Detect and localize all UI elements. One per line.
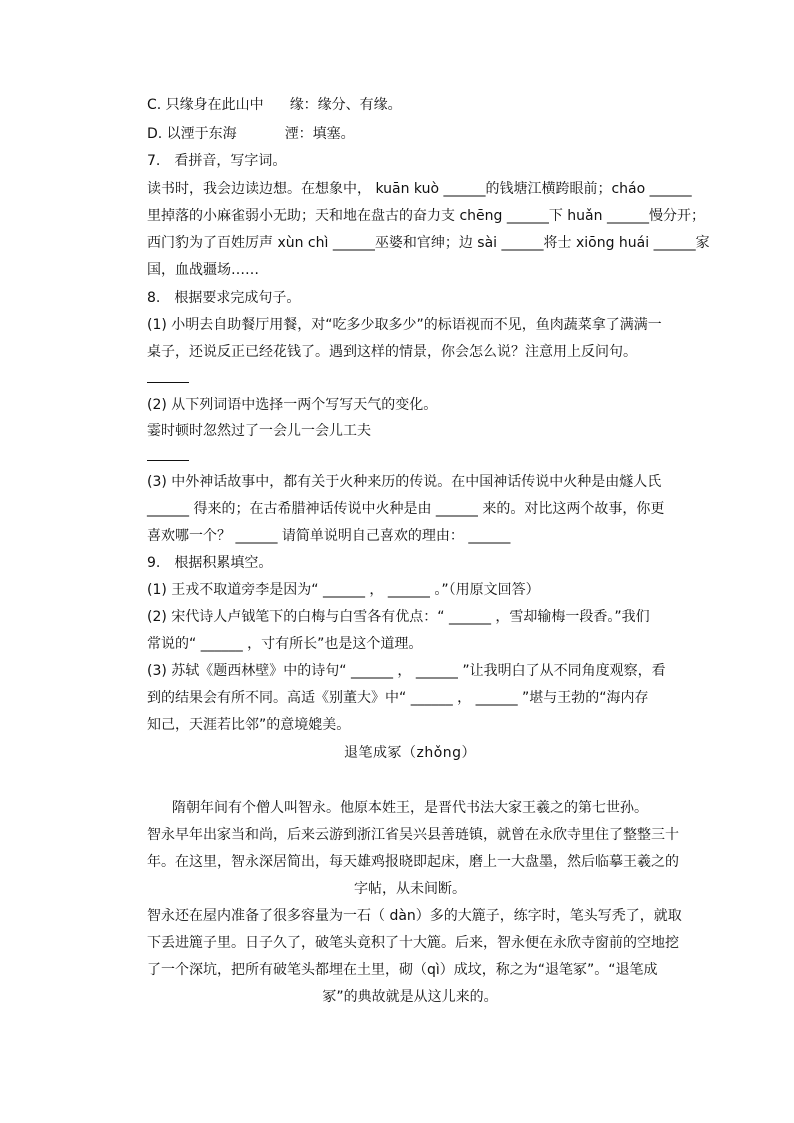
q8-heading: 8. 根据要求完成句子。: [147, 290, 301, 306]
q8-part2-line1: (2) 从下列词语中选择一两个写写天气的变化。: [147, 397, 438, 413]
passage-paragraph-3-line1: 智永还在屋内准备了很多容量为一石（ dàn）多的大簏子，练字时，笔头写秃了，就取: [147, 908, 682, 924]
q8-part3-line3: 喜欢哪一个？ ______ 请简单说明自己喜欢的理由： ______: [147, 528, 511, 544]
q9-part3-line3: 知己，天涯若比邻”的意境媲美。: [147, 717, 351, 733]
passage-paragraph-3-line2: 下丢进簏子里。日子久了，破笔头竟积了十大簏。后来，智永便在永欣寺窗前的空地挖: [147, 935, 679, 951]
q6-option-c: [147, 94, 402, 118]
passage-paragraph-2-line3: 字帖，从未间断。: [354, 881, 466, 897]
passage-title: 退笔成冢（zhǒng）: [343, 745, 477, 761]
q8-part3-line1: (3) 中外神话故事中，都有关于火种来历的传说。在中国神话传说中火种是由燧人氏: [147, 474, 662, 490]
q6-option-d-note: 湮：填塞。: [284, 126, 355, 142]
q8-part2-word-list: 霎时顿时忽然过了一会儿一会儿工夫: [147, 423, 371, 439]
q9-part1: (1) 王戎不取道旁李是因为“ ______ ， ______ 。”（用原文回答）: [147, 582, 540, 598]
q6-option-c-note: 缘：缘分、有缘。: [289, 97, 402, 113]
q9-part3-line2: 到的结果会有所不同。高适《别董大》中“ ______ ， ______ ”堪与王勃的“海内存: [147, 690, 649, 706]
q8-part3-line2: ______ 得来的；在古希腊神话传说中火种是由 ______ 来的。对比这两个故事，你更: [147, 501, 665, 517]
q7-heading: 7. 看拼音，写字词。: [147, 153, 287, 169]
q9-part3-line1: (3) 苏轼《题西林壁》中的诗句“ ______ ， ______ ”让我明白了从不同角度观察，看: [147, 663, 666, 679]
q8-part2-answer-blank[interactable]: [147, 446, 189, 470]
q8-part1-line1: (1) 小明去自助餐厅用餐，对“吃多少取多少”的标语视而不见，鱼肉蔬菜拿了满满一: [147, 317, 662, 333]
q7-line-2: 里掉落的小麻雀弱小无助；天和地在盘古的奋力支 chēng ______下 huǎn ______慢分开；: [147, 208, 705, 224]
passage-paragraph-3-line4: 冢”的典故就是从这儿来的。: [322, 989, 498, 1005]
passage-paragraph-3-line3: 了一个深坑，把所有破笔头都埋在土里，砌（qì）成坟，称之为“退笔冢”。“退笔成: [147, 962, 658, 978]
q6-option-d-text: D. 以湮于东海: [147, 126, 237, 142]
q7-line-1: 读书时，我会边读边想。在想象中， kuān kuò ______的钱塘江横跨眼前；cháo ______: [147, 181, 692, 197]
q8-part1-answer-blank[interactable]: [147, 368, 189, 392]
passage-paragraph-1: 隋朝年间有个僧人叫智永。他原本姓王，是晋代书法大家王羲之的第七世孙。: [172, 800, 648, 816]
q6-option-d: [147, 123, 355, 147]
q7-line-3: 西门豹为了百姓厉声 xùn chì ______巫婆和官绅；边 sài ______将士 xiōng huái ______家: [147, 235, 710, 251]
q6-option-c-text: C. 只缘身在此山中: [147, 97, 264, 113]
q9-heading: 9. 根据积累填空。: [147, 555, 273, 571]
q8-part1-line2: 桌子，还说反正已经花钱了。遇到这样的情景，你会怎么说？注意用上反问句。: [147, 344, 637, 360]
q9-part2-line1: (2) 宋代诗人卢钺笔下的白梅与白雪各有优点：“ ______ ，雪却输梅一段香。”我们: [147, 609, 650, 625]
passage-paragraph-2-line2: 年。在这里，智永深居简出，每天雄鸡报晓即起床，磨上一大盘墨，然后临摹王羲之的: [147, 854, 679, 870]
q9-part2-line2: 常说的“ ______ ，寸有所长”也是这个道理。: [147, 636, 423, 652]
q7-line-4: 国，血战疆场……: [147, 262, 259, 278]
passage-paragraph-2-line1: 智永早年出家当和尚，后来云游到浙江省吴兴县善琏镇，就曾在永欣寺里住了整整三十: [147, 827, 679, 843]
